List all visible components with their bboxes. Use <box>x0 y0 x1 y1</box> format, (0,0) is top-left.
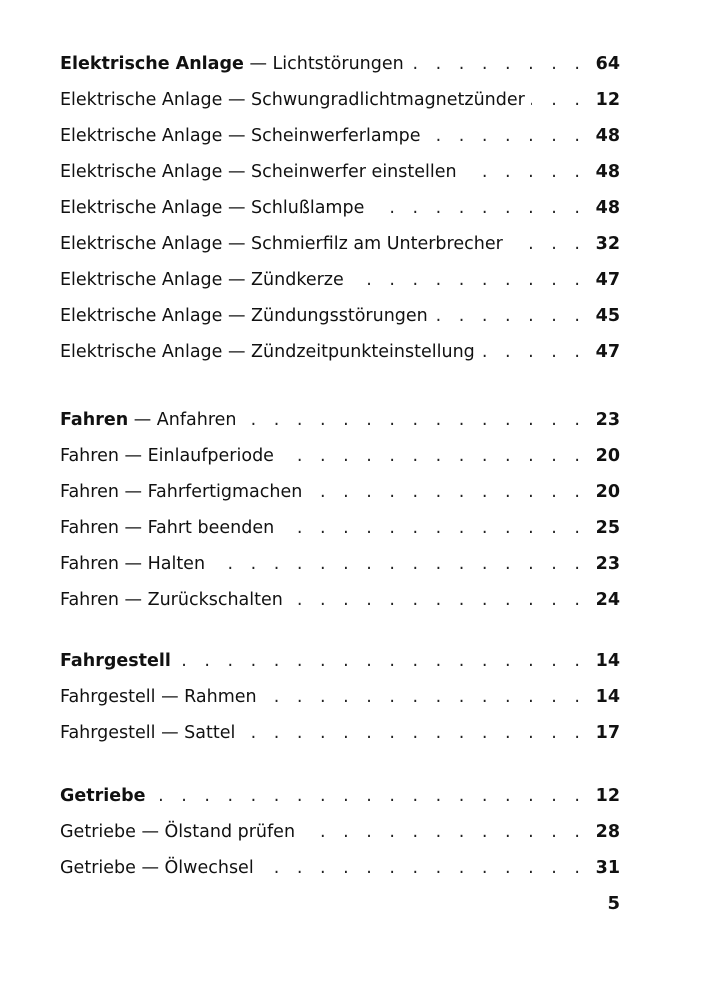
index-entry-heading: Elektrische Anlage <box>60 306 223 326</box>
index-entry-subheading: — Schlußlampe <box>222 198 365 218</box>
index-entry-heading: Fahrgestell <box>60 723 156 743</box>
index-entry <box>60 850 620 886</box>
index-entry-text <box>60 715 241 751</box>
index-entry <box>60 262 620 298</box>
index-entry-subheading: — Schmierfilz am Unterbrecher <box>222 234 503 254</box>
index-entry-page-number: 48 <box>595 162 620 182</box>
index-entry-text <box>60 474 308 510</box>
index-entry <box>60 546 620 582</box>
index-entry-page-number: 20 <box>595 446 620 466</box>
dot-leader <box>241 715 586 751</box>
index-entry-text <box>60 438 280 474</box>
index-entry-page-number: 20 <box>595 482 620 502</box>
dot-leader <box>211 546 586 582</box>
index-entry-heading: Elektrische Anlage <box>60 162 223 182</box>
index-entry-text <box>60 546 211 582</box>
index-entry <box>60 715 620 751</box>
index-entry-heading: Fahren <box>60 554 119 574</box>
index-entry-subheading: — Lichtstörungen <box>243 54 404 74</box>
index-entry-text <box>60 582 289 618</box>
index-entry-subheading: — Schwungradlichtmagnetzünder <box>222 90 525 110</box>
index-entry-heading: Fahren <box>60 590 119 610</box>
index-entry-page-number: 48 <box>595 198 620 218</box>
dot-leader <box>463 154 586 190</box>
index-entry-heading: Fahrgestell <box>60 687 156 707</box>
index-entry-text <box>60 679 263 715</box>
index-entry <box>60 582 620 618</box>
index-entry-page-number: 12 <box>595 90 620 110</box>
dot-leader <box>243 402 587 438</box>
dot-leader <box>280 510 586 546</box>
index-entry <box>60 402 620 438</box>
dot-leader <box>427 118 587 154</box>
index-entry <box>60 82 620 118</box>
dot-leader <box>280 438 586 474</box>
index-entry-page-number: 45 <box>595 306 620 326</box>
index-entry-subheading: — Fahrt beenden <box>118 518 275 538</box>
index-entry-subheading: — Scheinwerferlampe <box>222 126 421 146</box>
dot-leader <box>177 643 586 679</box>
index-entry-subheading: — Sattel <box>155 723 236 743</box>
dot-leader <box>289 582 586 618</box>
dot-leader <box>263 679 586 715</box>
index-entry-heading: Fahren <box>60 482 119 502</box>
index-entry-text <box>60 262 350 298</box>
index-entry-text <box>60 850 260 886</box>
index-entry-subheading: — Fahrfertigmachen <box>118 482 303 502</box>
index-entry-text <box>60 46 410 82</box>
index-entry-heading: Fahren <box>60 518 119 538</box>
dot-leader <box>350 262 586 298</box>
index-entry <box>60 334 620 370</box>
index-entry-heading: Elektrische Anlage <box>60 234 223 254</box>
index-entry-heading: Elektrische Anlage <box>60 270 223 290</box>
index-entry-subheading: — Ölwechsel <box>135 858 254 878</box>
index-entry <box>60 510 620 546</box>
index-section-elektrische-anlage <box>60 46 620 370</box>
index-entry <box>60 814 620 850</box>
index-entry-page-number: 47 <box>595 342 620 362</box>
index-entry-heading: Elektrische Anlage <box>60 126 223 146</box>
index-entry-text <box>60 154 463 190</box>
index-entry-page-number: 24 <box>595 590 620 610</box>
index-entry-text <box>60 402 243 438</box>
index-entry <box>60 778 620 814</box>
index-section-fahren <box>60 402 620 618</box>
dot-leader <box>260 850 586 886</box>
index-entry-page-number: 23 <box>595 410 620 430</box>
index-entry-subheading: — Zurückschalten <box>118 590 283 610</box>
index-entry-heading: Elektrische Anlage <box>60 54 244 74</box>
index-entry-subheading: — Zündzeitpunkteinstellung <box>222 342 475 362</box>
index-entry-subheading: — Scheinwerfer einstellen <box>222 162 457 182</box>
index-entry-heading: Elektrische Anlage <box>60 90 223 110</box>
index-entry <box>60 643 620 679</box>
index-entry-subheading: — Rahmen <box>155 687 257 707</box>
index-entry-page-number: 32 <box>595 234 620 254</box>
index-entry-text <box>60 814 301 850</box>
index-entry-subheading: — Anfahren <box>128 410 237 430</box>
dot-leader <box>434 298 586 334</box>
index-section-fahrgestell <box>60 643 620 751</box>
index-entry-page-number: 25 <box>595 518 620 538</box>
index-entry-page-number: 47 <box>595 270 620 290</box>
index-entry <box>60 438 620 474</box>
dot-leader <box>410 46 586 82</box>
index-entry-text <box>60 190 370 226</box>
index-entry-page-number: 12 <box>595 786 620 806</box>
index-entry <box>60 46 620 82</box>
index-entry-text <box>60 510 280 546</box>
index-entry-page-number: 17 <box>595 723 620 743</box>
index-entry-page-number: 28 <box>595 822 620 842</box>
index-entry-page-number: 14 <box>595 651 620 671</box>
index-entry-text <box>60 334 481 370</box>
index-entry-text <box>60 82 531 118</box>
index-entry <box>60 226 620 262</box>
index-entry-heading: Fahrgestell <box>60 651 171 671</box>
index-entry-subheading: — Zündkerze <box>222 270 344 290</box>
index-section-getriebe <box>60 778 620 886</box>
dot-leader <box>370 190 586 226</box>
index-entry-heading: Elektrische Anlage <box>60 198 223 218</box>
index-entry-text <box>60 226 509 262</box>
dot-leader <box>308 474 586 510</box>
index-entry-subheading: — Zündungsstörungen <box>222 306 428 326</box>
index-entry-subheading: — Einlaufperiode <box>118 446 274 466</box>
index-entry-heading: Fahren <box>60 446 119 466</box>
index-entry-heading: Elektrische Anlage <box>60 342 223 362</box>
index-entry-page-number: 31 <box>595 858 620 878</box>
index-entry-heading: Getriebe <box>60 822 136 842</box>
index-entry <box>60 118 620 154</box>
index-entry-heading: Getriebe <box>60 786 146 806</box>
index-entry-text <box>60 298 434 334</box>
index-entry-page-number: 14 <box>595 687 620 707</box>
index-entry-subheading: — Halten <box>118 554 206 574</box>
page-number-folio: 5 <box>607 893 620 914</box>
index-entry-text <box>60 643 177 679</box>
index-entry-subheading: — Ölstand prüfen <box>135 822 296 842</box>
index-entry <box>60 474 620 510</box>
dot-leader <box>481 334 586 370</box>
index-entry <box>60 679 620 715</box>
dot-leader <box>531 82 586 118</box>
index-entry-page-number: 23 <box>595 554 620 574</box>
dot-leader <box>301 814 586 850</box>
index-entry <box>60 154 620 190</box>
index-entry-text <box>60 778 152 814</box>
index-entry-text <box>60 118 427 154</box>
dot-leader <box>152 778 587 814</box>
index-entry-page-number: 64 <box>595 54 620 74</box>
index-entry-heading: Getriebe <box>60 858 136 878</box>
index-entry <box>60 190 620 226</box>
index-entry-heading: Fahren <box>60 410 129 430</box>
dot-leader <box>509 226 586 262</box>
index-entry-page-number: 48 <box>595 126 620 146</box>
index-entry <box>60 298 620 334</box>
